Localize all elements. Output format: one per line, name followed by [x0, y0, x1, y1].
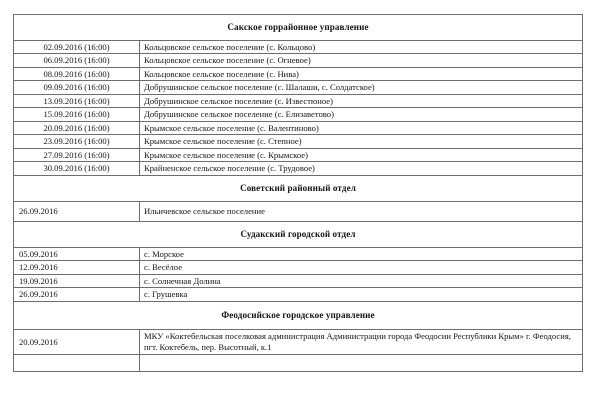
table-row	[14, 81, 583, 94]
table-row	[14, 54, 583, 67]
table-row	[14, 201, 583, 221]
section-heading: Советский районный отдел	[14, 175, 583, 201]
row-date: 06.09.2016 (16:00)	[14, 54, 140, 67]
section-header-row	[14, 15, 583, 41]
table-row	[14, 261, 583, 274]
row-place: Добрушинское сельское поселение (с. Елизаветово)	[140, 108, 583, 121]
table-row	[14, 41, 583, 54]
row-date: 26.09.2016	[14, 201, 140, 221]
row-place: Крымское сельское поселение (с. Крымское)	[140, 148, 583, 161]
table-row	[14, 135, 583, 148]
row-place: с. Грушевка	[140, 288, 583, 301]
section-heading: Феодосийское городское управление	[14, 301, 583, 329]
row-date: 27.09.2016 (16:00)	[14, 148, 140, 161]
section-header-row	[14, 301, 583, 329]
table-row	[14, 274, 583, 287]
row-date: 15.09.2016 (16:00)	[14, 108, 140, 121]
row-place: Кольцовское сельское поселение (с. Кольцово)	[140, 41, 583, 54]
section-header-row	[14, 221, 583, 247]
table-row	[14, 121, 583, 134]
section-heading: Судакский городской отдел	[14, 221, 583, 247]
row-place: Добрушинское сельское поселение (с. Шалаши, с. Солдатское)	[140, 81, 583, 94]
table-row	[14, 108, 583, 121]
row-date	[14, 354, 140, 371]
row-place: с. Солнечная Долина	[140, 274, 583, 287]
table-row	[14, 94, 583, 107]
row-place: МКУ «Коктебельская поселковая администрация Администрации города Феодосии Республики Крым» г. Феодосия, пгт. Коктебель, пер. Высотный, к.1	[140, 329, 583, 354]
row-date: 20.09.2016	[14, 329, 140, 354]
table-row	[14, 329, 583, 354]
row-date: 02.09.2016 (16:00)	[14, 41, 140, 54]
row-date: 26.09.2016	[14, 288, 140, 301]
row-place: Крымское сельское поселение (с. Степное)	[140, 135, 583, 148]
row-place: Кольцовское сельское поселение (с. Огневое)	[140, 54, 583, 67]
row-date: 20.09.2016 (16:00)	[14, 121, 140, 134]
table-row	[14, 67, 583, 80]
section-heading: Сакское горрайонное управление	[14, 15, 583, 41]
row-date: 30.09.2016 (16:00)	[14, 162, 140, 175]
schedule-table	[13, 14, 583, 372]
row-date: 09.09.2016 (16:00)	[14, 81, 140, 94]
row-date: 08.09.2016 (16:00)	[14, 67, 140, 80]
row-place	[140, 354, 583, 371]
row-date: 19.09.2016	[14, 274, 140, 287]
row-place: Крайненское сельское поселение (с. Трудовое)	[140, 162, 583, 175]
table-row	[14, 148, 583, 161]
section-header-row	[14, 175, 583, 201]
table-row	[14, 288, 583, 301]
row-place: Кольцовское сельское поселение (с. Нива)	[140, 67, 583, 80]
row-date: 12.09.2016	[14, 261, 140, 274]
row-place: с. Весёлое	[140, 261, 583, 274]
schedule-table-body	[14, 15, 583, 372]
row-date: 05.09.2016	[14, 247, 140, 260]
table-row	[14, 247, 583, 260]
row-place: Крымское сельское поселение (с. Валентиново)	[140, 121, 583, 134]
row-date: 13.09.2016 (16:00)	[14, 94, 140, 107]
table-row	[14, 162, 583, 175]
table-row	[14, 354, 583, 371]
row-date: 23.09.2016 (16:00)	[14, 135, 140, 148]
row-place: Добрушинское сельское поселение (с. Известюное)	[140, 94, 583, 107]
row-place: Ильичевское сельское поселение	[140, 201, 583, 221]
row-place: с. Морское	[140, 247, 583, 260]
